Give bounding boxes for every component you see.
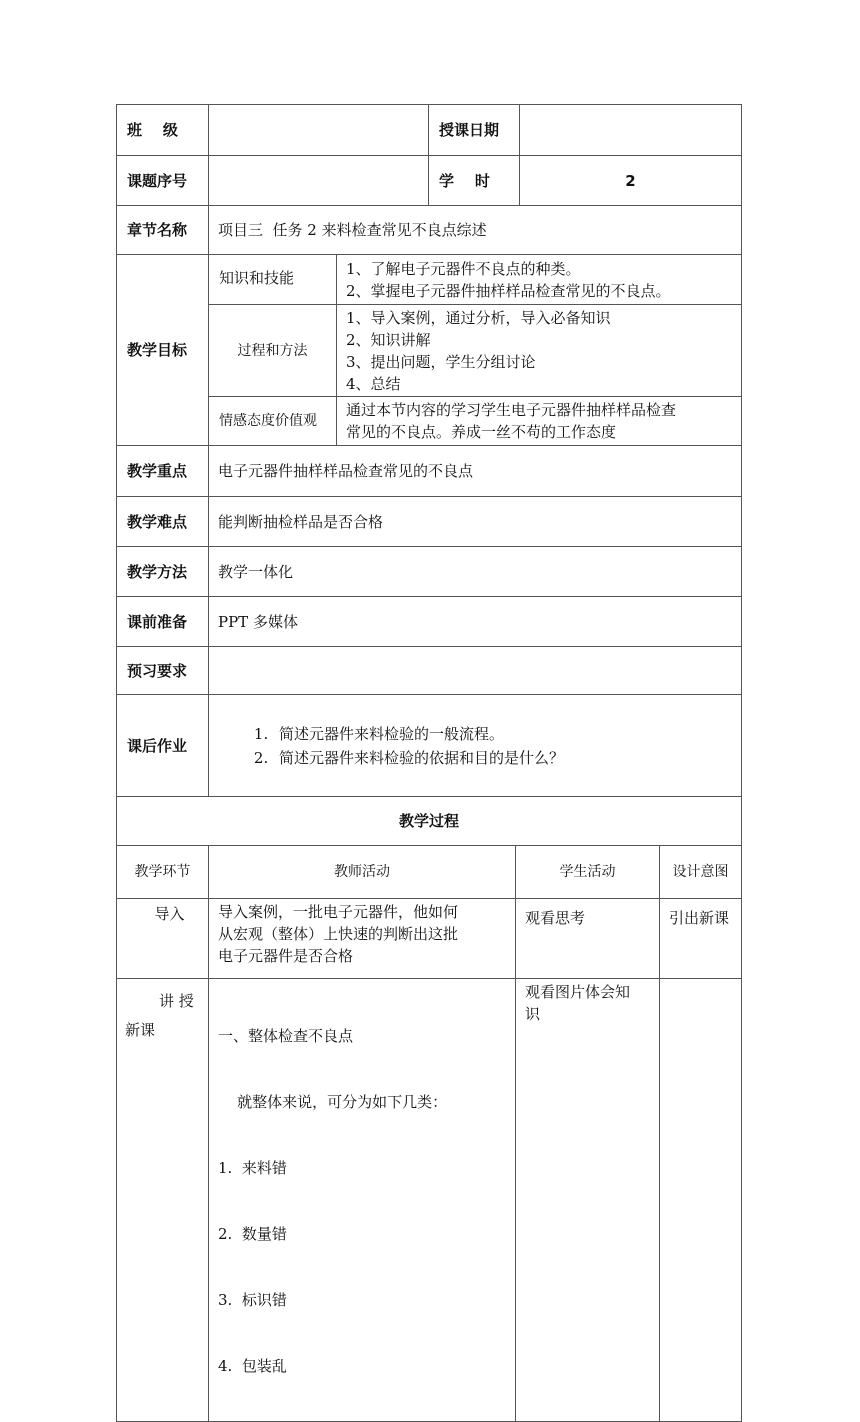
lecture-teacher-line: 3. 标识错	[218, 1291, 287, 1309]
homework-item: 1. 简述元器件来料检验的一般流程。	[273, 722, 741, 746]
lecture-student	[516, 979, 660, 1422]
lecture-teacher-line: 4. 包装乱	[218, 1357, 287, 1375]
key-point-row	[117, 446, 742, 497]
process-content	[337, 305, 742, 397]
col-stage-header: 教学环节	[117, 846, 209, 899]
lesson-plan-table	[116, 104, 742, 1422]
objective-process-row	[117, 305, 742, 397]
class-value	[209, 105, 429, 156]
lecture-teacher	[209, 979, 516, 1422]
knowledge-line: 1、了解电子元器件不良点的种类。	[346, 260, 581, 278]
prep-label: 课前准备	[117, 597, 209, 647]
preview-label: 预习要求	[117, 647, 209, 695]
process-line: 1、导入案例，通过分析，导入必备知识	[346, 308, 611, 327]
date-value	[520, 105, 742, 156]
lecture-intent	[660, 979, 742, 1422]
lecture-stage	[117, 979, 209, 1422]
knowledge-line: 2、掌握电子元器件抽样样品检查常见的不良点。	[346, 282, 671, 300]
lecture-teacher-line: 就整体来说，可分为如下几类：	[218, 1093, 448, 1111]
col-intent-header: 设计意图	[660, 846, 742, 899]
preview-row	[117, 647, 742, 695]
lecture-row	[117, 979, 742, 1422]
lecture-teacher-line: 1. 来料错	[218, 1159, 287, 1177]
difficulty-label: 教学难点	[117, 497, 209, 547]
key-point-label: 教学重点	[117, 446, 209, 497]
intro-teacher-line: 导入案例，一批电子元器件，他如何	[218, 903, 459, 921]
key-point-value: 电子元器件抽样样品检查常见的不良点	[209, 446, 742, 497]
process-line: 3、提出问题，学生分组讨论	[346, 352, 536, 371]
intro-stage: 导入	[117, 899, 209, 979]
chapter-value: 项目三 任务 2 来料检查常见不良点综述	[209, 206, 742, 255]
homework-label: 课后作业	[117, 695, 209, 797]
lecture-student-line: 识	[525, 1005, 541, 1023]
chapter-row	[117, 206, 742, 255]
attitude-label: 情感态度价值观	[209, 397, 337, 446]
lesson-plan-page	[116, 104, 741, 1422]
intro-teacher-line: 电子元器件是否合格	[218, 947, 354, 965]
lesson-no-label: 课题序号	[117, 156, 209, 206]
lesson-no-row	[117, 156, 742, 206]
attitude-line: 常见的不良点。养成一丝不苟的工作态度	[346, 423, 617, 441]
objective-attitude-row	[117, 397, 742, 446]
homework-list	[209, 722, 741, 770]
preview-value	[209, 647, 742, 695]
attitude-line: 通过本节内容的学习学生电子元器件抽样样品检查	[346, 401, 677, 419]
lecture-student-line: 观看图片体会知	[525, 983, 631, 1001]
knowledge-content	[337, 255, 742, 305]
homework-content	[209, 695, 742, 797]
lecture-stage-line: 新课	[125, 1021, 156, 1039]
intro-student: 观看思考	[516, 899, 660, 979]
class-row	[117, 105, 742, 156]
process-header-row	[117, 846, 742, 899]
process-line: 2、知识讲解	[346, 330, 431, 349]
prep-value: PPT 多媒体	[209, 597, 742, 647]
prep-row	[117, 597, 742, 647]
process-title-row	[117, 797, 742, 846]
col-student-header: 学生活动	[516, 846, 660, 899]
hours-value: 2	[520, 156, 742, 206]
knowledge-label: 知识和技能	[209, 255, 337, 305]
lecture-teacher-line: 2. 数量错	[218, 1225, 287, 1243]
process-line: 4、总结	[346, 374, 401, 393]
date-label: 授课日期	[429, 105, 520, 156]
attitude-content	[337, 397, 742, 446]
method-value: 教学一体化	[209, 547, 742, 597]
process-title: 教学过程	[117, 797, 742, 846]
class-label: 班 级	[117, 105, 209, 156]
method-label: 教学方法	[117, 547, 209, 597]
intro-row	[117, 899, 742, 979]
intro-teacher	[209, 899, 516, 979]
lecture-teacher-line: 一、整体检查不良点	[218, 1027, 354, 1045]
lecture-stage-line: 讲 授	[159, 992, 194, 1010]
intro-intent: 引出新课	[660, 899, 742, 979]
lesson-no-value	[209, 156, 429, 206]
objectives-label: 教学目标	[117, 255, 209, 446]
chapter-label: 章节名称	[117, 206, 209, 255]
col-teacher-header: 教师活动	[209, 846, 516, 899]
objective-knowledge-row	[117, 255, 742, 305]
intro-teacher-line: 从宏观（整体）上快速的判断出这批	[218, 925, 459, 943]
hours-label: 学 时	[429, 156, 520, 206]
homework-row	[117, 695, 742, 797]
difficulty-value: 能判断抽检样品是否合格	[209, 497, 742, 547]
process-label: 过程和方法	[209, 305, 337, 397]
homework-item: 2. 简述元器件来料检验的依据和目的是什么？	[273, 746, 741, 770]
method-row	[117, 547, 742, 597]
difficulty-row	[117, 497, 742, 547]
